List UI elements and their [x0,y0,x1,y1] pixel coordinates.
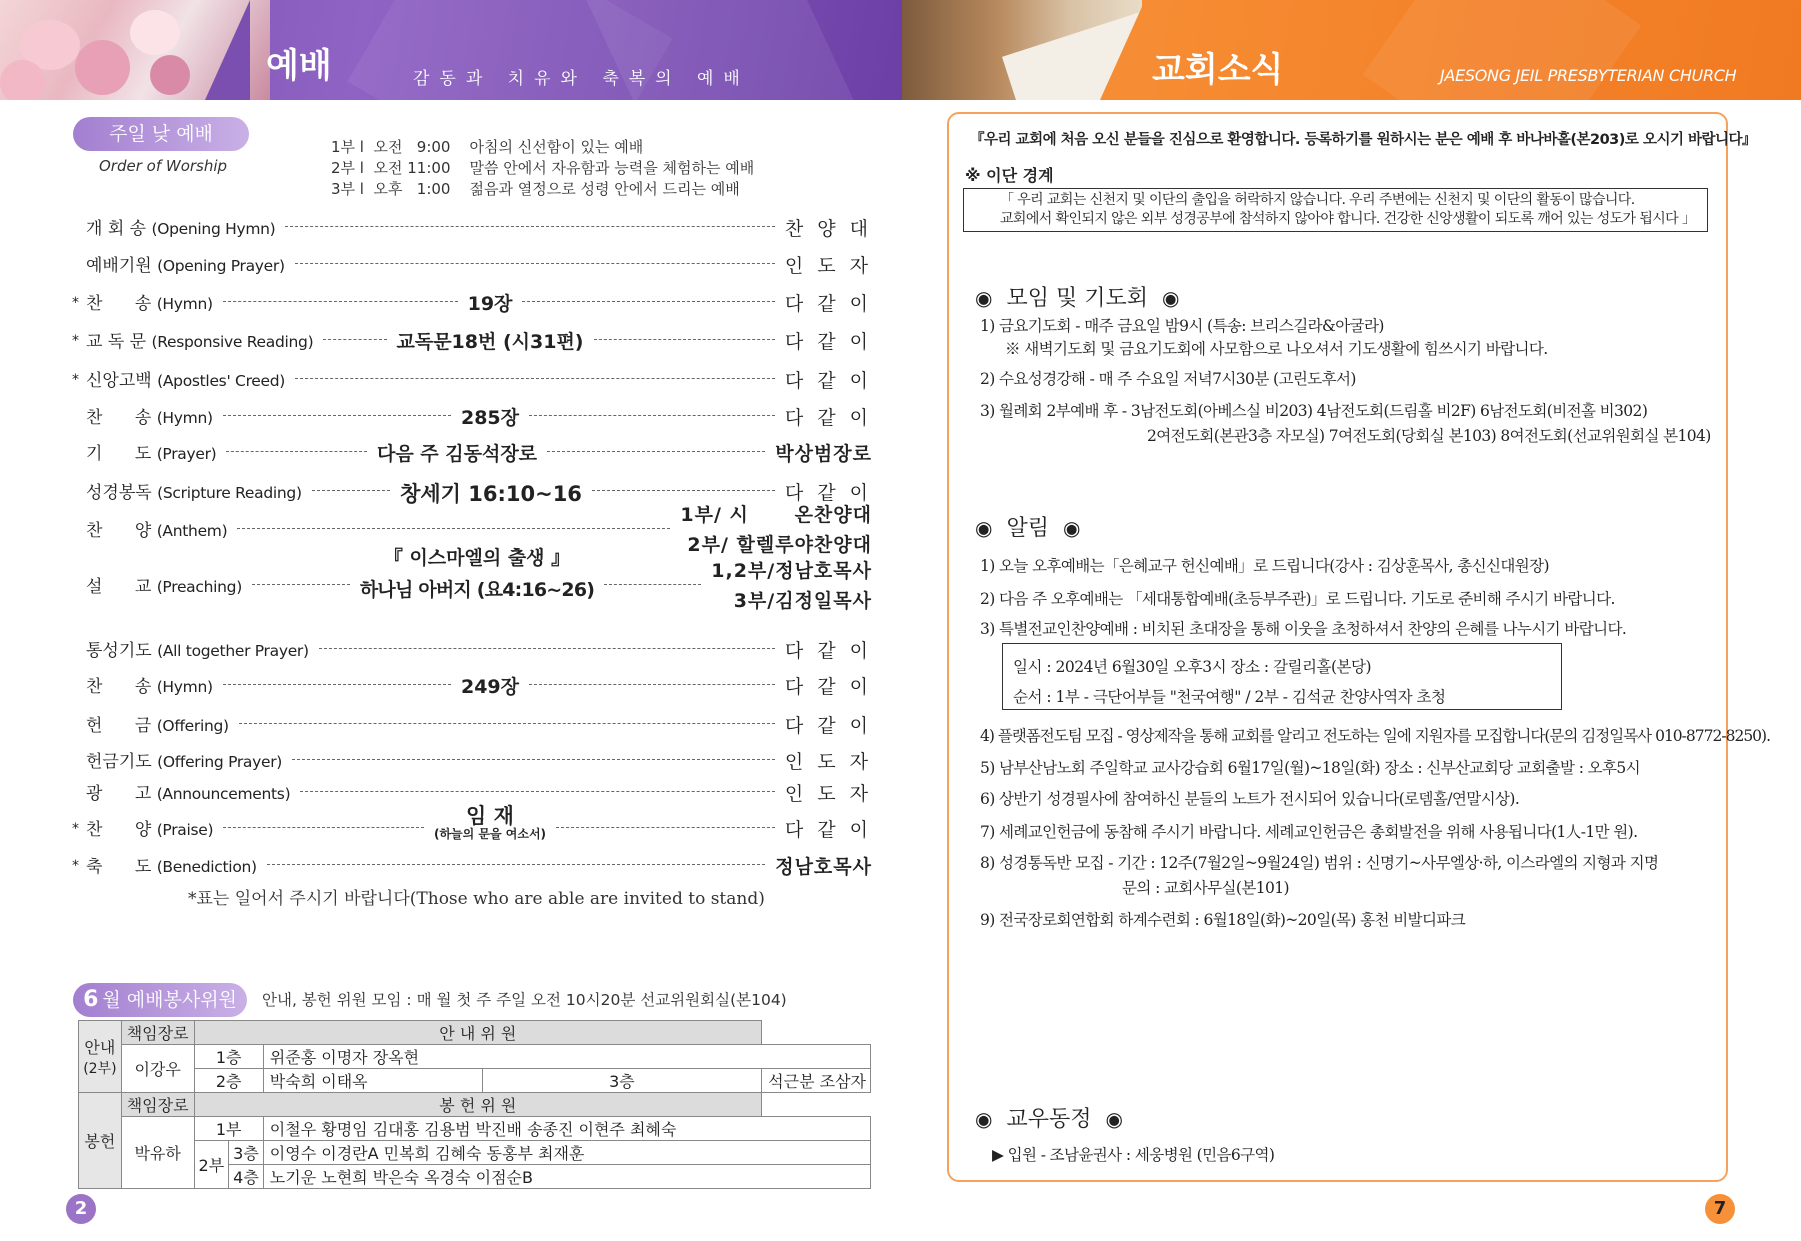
notice-item: 6) 상반기 성경필사에 참여하신 분들의 노트가 전시되어 있습니다(로뎀홀/연말시상). [980,790,1520,808]
schedule-line: 3부 l 오후 1:00 젊음과 열정으로 성령 안에서 드리는 예배 [331,180,740,198]
order-item-leader: 찬 양 대 [784,218,872,240]
order-item-korean: 성경봉독 [86,483,152,503]
leader-line [556,827,775,828]
meeting-item: 2여전도회(본관3층 자모실) 7여전도회(당회실 본103) 8여전도회(선교위원회실 본104) [1147,427,1711,445]
order-item-korean: 광 고 [86,784,152,804]
leader-line [529,684,775,685]
order-item-leader: 다 같 이 [784,819,872,841]
order-item-leader: 1,2부/정남호목사 3부/김정일목사 [711,560,872,612]
bullseye-icon: ◉ [975,286,993,310]
notice-item: 4) 플랫폼전도팀 모집 - 영상제작을 통해 교회를 알리고 전도하는 일에 지원자를 모집합니다(문의 김정일목사 010-8772-8250). [980,727,1771,745]
names-cell: 이영수 이경란A 민복희 김혜숙 동홍부 최재훈 [263,1141,870,1165]
leader-line [529,415,775,416]
floor-cell: 1층 [194,1045,263,1069]
schedule-line: 1부 l 오전 9:00 아침의 신선함이 있는 예배 [331,138,644,156]
notice-item: 7) 세례교인헌금에 동참해 주시기 바랍니다. 세례교인헌금은 총회발전을 위해 사용됩니다(1人-1만 원). [980,823,1638,841]
order-item-english: (Anthem) [156,522,228,540]
bullseye-icon: ◉ [1161,286,1180,310]
lead-header: 책임장로 [121,1021,194,1045]
leader-line [223,301,458,302]
leader-line [252,584,350,585]
leader-line [604,584,701,585]
order-item [72,439,872,469]
order-item [72,547,872,612]
order-item-leader: 다 같 이 [784,331,872,353]
leader-line [223,827,424,828]
leader-line [323,339,386,340]
order-item [72,636,872,666]
leader-line [300,791,775,792]
order-item [72,403,872,433]
schedule-line: 2부 l 오전 11:00 말씀 안에서 자유함과 능력을 체험하는 예배 [331,159,755,177]
meeting-section-title: ◉ 모임 및 기도회 ◉ [975,286,1180,311]
bullseye-icon: ◉ [975,516,993,540]
heresy-warning-title: ※ 이단 경계 [965,166,1054,185]
table-row [79,1021,871,1045]
order-item [72,672,872,702]
notice-section-title: ◉ 알림 ◉ [975,516,1081,541]
order-item-english: (Benediction) [156,858,257,876]
order-item-english: (Apostles' Creed) [157,372,286,390]
leader-line [237,528,670,529]
leader-line [292,759,775,760]
part-cell: 1부 [194,1117,263,1141]
order-item-english: (Praise) [156,821,214,839]
order-item-leader: 1부/ 시 온찬양대 2부/ 할렐루야찬양대 [680,504,872,556]
leader-line [285,226,774,227]
order-item-korean: 찬 송 [86,677,152,697]
order-item-english: (Opening Prayer) [157,257,285,275]
leader-line [226,451,367,452]
order-item [72,251,872,281]
notice-item: 8) 성경통독반 모집 - 기간 : 12주(7월2일~9월24일) 범위 : 신명기~사무엘상·하, 이스라엘의 지형과 지명 [980,854,1659,872]
order-item-name [86,516,227,541]
order-item [72,852,872,882]
welcome-message: 『우리 교회에 처음 오신 분들을 진심으로 환영합니다. 등록하기를 원하시는 분은 예배 후 바나바홀(본203)로 오시기 바랍니다』 [970,132,1757,148]
required-stand-marker: * [72,858,79,874]
offering-lead: 박유하 [121,1117,194,1189]
order-item-leader: 정남호목사 [775,856,872,878]
order-item-name [86,815,213,840]
order-item-korean: 설 교 [86,577,152,597]
leader-line [267,864,765,865]
table-row [79,1141,871,1165]
order-item-detail: 다음 주 김동석장로 [376,443,538,465]
lead-header: 책임장로 [121,1093,194,1117]
table-row [79,1045,871,1069]
order-item-name [86,672,213,697]
order-item-leader: 인 도 자 [784,751,872,773]
order-item-korean: 찬 양 [86,521,152,541]
order-item-english: (Announcements) [156,785,291,803]
order-item-korean: 교 독 문 [86,332,147,352]
notice-item: 5) 남부산남노회 주일학교 교사강습회 6월17일(월)~18일(화) 장소 : 신부산교회당 교회출발 : 오후5시 [980,759,1641,777]
order-item-name [86,711,229,736]
meeting-item: 3) 월례회 2부예배 후 - 3남전도회(아베스실 비203) 4남전도회(드림홀 비2F) 6남전도회(비전홀 비302) [980,402,1648,420]
bullseye-icon: ◉ [1105,1107,1123,1131]
floor-cell: 3층 [482,1069,762,1093]
names-cell: 이철우 황명임 김대홍 김용범 박진배 송종진 이현주 최혜숙 [263,1117,870,1141]
members-header: 봉 헌 위 원 [194,1093,762,1117]
stand-note: *표는 일어서 주시기 바랍니다(Those who are able are invited to stand) [188,889,765,909]
order-item-korean: 통성기도 [86,641,152,661]
notice-item: 2) 다음 주 오후예배는 「세대통합예배(초등부주관)」로 드립니다. 기도로 준비해 주시기 바랍니다. [980,590,1615,608]
required-stand-marker: * [72,295,79,311]
leader-line [594,339,775,340]
order-item-english: (Hymn) [156,409,213,427]
order-item [72,804,872,845]
leader-line [522,301,774,302]
order-item-leader: 다 같 이 [784,715,872,737]
order-item-name [86,439,216,464]
required-stand-marker: * [72,333,79,349]
heresy-warning-box: 「 우리 교회는 신천지 및 이단의 출입을 허락하지 않습니다. 우리 주변에는 신천지 및 이단의 활동이 많습니다. 교회에서 확인되지 않은 외부 성경공부에 참석하지 않아야 합니다. 건강한 신앙생활이 되도록 깨어 있는 성도가 됩시다 」 [963,188,1708,232]
order-item-korean: 헌금기도 [86,752,152,772]
order-item-leader: 다 같 이 [784,293,872,315]
meeting-item: ※ 새벽기도회 및 금요기도회에 사모함으로 나오셔서 기도생활에 힘쓰시기 바랍니다. [1005,340,1548,358]
order-item-detail: 249장 [460,676,519,698]
part-cell: 2부 [194,1141,229,1189]
order-item-name [86,327,313,352]
bullseye-icon: ◉ [975,1107,993,1131]
required-stand-marker: * [72,372,79,388]
notice-item: 9) 전국장로회연합회 하계수련회 : 6월18일(화)~20일(목) 홍천 비발디파크 [980,911,1466,929]
notice-item: 1) 오늘 오후예배는「은혜교구 헌신예배」로 드립니다(강사 : 김상훈목사, 총신신대원장) [980,557,1549,575]
meeting-item: 1) 금요기도회 - 매주 금요일 밤9시 (특송: 브리스길라&아굴라) [980,317,1384,335]
order-item-english: (Hymn) [156,295,213,313]
order-item-name [86,852,257,877]
order-item-name [86,289,213,314]
notice-item: 문의 : 교회사무실(본101) [1122,879,1289,897]
leader-line [319,648,775,649]
page-number-left: 2 [66,1194,96,1224]
order-item-korean: 찬 양 [86,820,152,840]
order-item-detail: 285장 [460,407,519,429]
order-item-korean: 기 도 [86,444,152,464]
header-title-news: 교회소식 [1152,50,1284,90]
order-item [72,366,872,396]
table-row [79,1117,871,1141]
names-cell: 박숙희 이태옥 [263,1069,482,1093]
order-item-english: (Scripture Reading) [157,484,302,502]
order-item-english: (Responsive Reading) [151,333,314,351]
order-item-detail: 창세기 16:10~16 [400,482,582,506]
table-row [79,1069,871,1093]
order-item-leader: 다 같 이 [784,370,872,392]
order-item-korean: 찬 송 [86,408,152,428]
staff-label-pill: 6 월 예배봉사위원 [73,983,247,1017]
leader-line [223,415,451,416]
order-item-leader: 다 같 이 [784,407,872,429]
header-subtitle-worship: 감동과 치유와 축복의 예배 [413,69,750,89]
order-item [72,289,872,319]
staff-table [78,1020,871,1189]
order-item-english: (Offering Prayer) [157,753,283,771]
order-item-detail: 교독문18번 (시31편) [396,331,584,353]
order-item-name [86,478,302,503]
order-item-name [86,366,285,391]
order-item-korean: 예배기원 [86,256,152,276]
bullseye-icon: ◉ [1062,516,1081,540]
leader-line [312,490,390,491]
order-item-leader: 다 같 이 [784,676,872,698]
order-item-english: (All together Prayer) [157,642,309,660]
guide-group-cell: 안내 (2부) [79,1021,122,1093]
leader-line [239,723,775,724]
order-item-name [86,251,285,276]
members-header: 안 내 위 원 [194,1021,762,1045]
order-item-detail: 임 재 (하늘의 문을 여소서) [433,804,547,841]
page-number-right: 7 [1705,1194,1735,1224]
names-cell: 위준홍 이명자 장옥현 [263,1045,870,1069]
floor-cell: 3층 [229,1141,264,1165]
order-item-english: (Prayer) [156,445,217,463]
floor-cell: 2층 [194,1069,263,1093]
order-item-leader: 인 도 자 [784,783,872,805]
order-item [72,327,872,357]
order-item-name [86,403,213,428]
order-item-name [86,572,242,597]
order-item-english: (Hymn) [156,678,213,696]
order-item-name [86,636,309,661]
leader-line [592,490,775,491]
floor-cell: 4층 [229,1165,264,1189]
order-item-english: (Opening Hymn) [151,220,276,238]
order-item [72,214,872,244]
notice-item: 3) 특별전교인찬양예배 : 비치된 초대장을 통해 이웃을 초청하셔서 찬양의 은혜를 나누시기 바랍니다. [980,620,1627,638]
event-info-box: 일시 : 2024년 6월30일 오후3시 장소 : 갈릴리홀(본당) 순서 : 1부 - 극단어부들 "천국여행" / 2부 - 김석균 찬양사역자 초청 [1002,643,1562,710]
leader-line [223,684,451,685]
offering-group-cell: 봉헌 [79,1093,122,1189]
order-item-english: (Preaching) [156,578,242,596]
worship-label-pill: 주일 낮 예배 [73,117,249,151]
order-item-name [86,779,290,804]
header-subtitle-church: JAESONG JEIL PRESBYTERIAN CHURCH [1440,66,1737,85]
member-news-section-title: ◉ 교우동정 ◉ [975,1107,1123,1132]
order-item-leader: 다 같 이 [784,482,872,504]
order-item-korean: 찬 송 [86,294,152,314]
leader-line [295,378,775,379]
order-item-name [86,747,282,772]
order-item-korean: 축 도 [86,857,152,877]
order-item-detail: 『 이스마엘의 출생 』 하나님 아버지 (요4:16~26) [359,547,595,601]
leader-line [547,451,765,452]
meeting-item: 2) 수요성경강해 - 매 주 수요일 저녁7시30분 (고린도후서) [980,370,1356,388]
order-item-korean: 헌 금 [86,716,152,736]
member-news-item: ▶ 입원 - 조남윤권사 : 세웅병원 (민음6구역) [992,1146,1275,1164]
staff-meeting-note: 안내, 봉헌 위원 모임 : 매 월 첫 주 주일 오전 10시20분 선교위원회실(본104) [262,991,787,1009]
header-title-worship: 예배 [266,46,332,86]
names-cell: 노기운 노현희 박은숙 옥경숙 이점순B [263,1165,870,1189]
order-item-leader: 다 같 이 [784,640,872,662]
order-item-korean: 개 회 송 [86,219,147,239]
order-item-korean: 신앙고백 [86,371,152,391]
order-item-english: (Offering) [156,717,229,735]
order-item-detail: 19장 [467,293,513,315]
required-stand-marker: * [72,821,79,837]
order-item [72,711,872,741]
order-item [72,747,872,777]
table-row [79,1093,871,1117]
order-item-leader: 인 도 자 [784,255,872,277]
service-schedule [331,137,754,200]
guide-lead: 이강우 [121,1045,194,1093]
order-item-leader: 박상범장로 [775,443,872,465]
names-cell: 석근분 조삼자 [762,1069,871,1093]
leader-line [295,263,775,264]
order-item-name [86,214,275,239]
order-of-worship-label: Order of Worship [99,157,228,175]
